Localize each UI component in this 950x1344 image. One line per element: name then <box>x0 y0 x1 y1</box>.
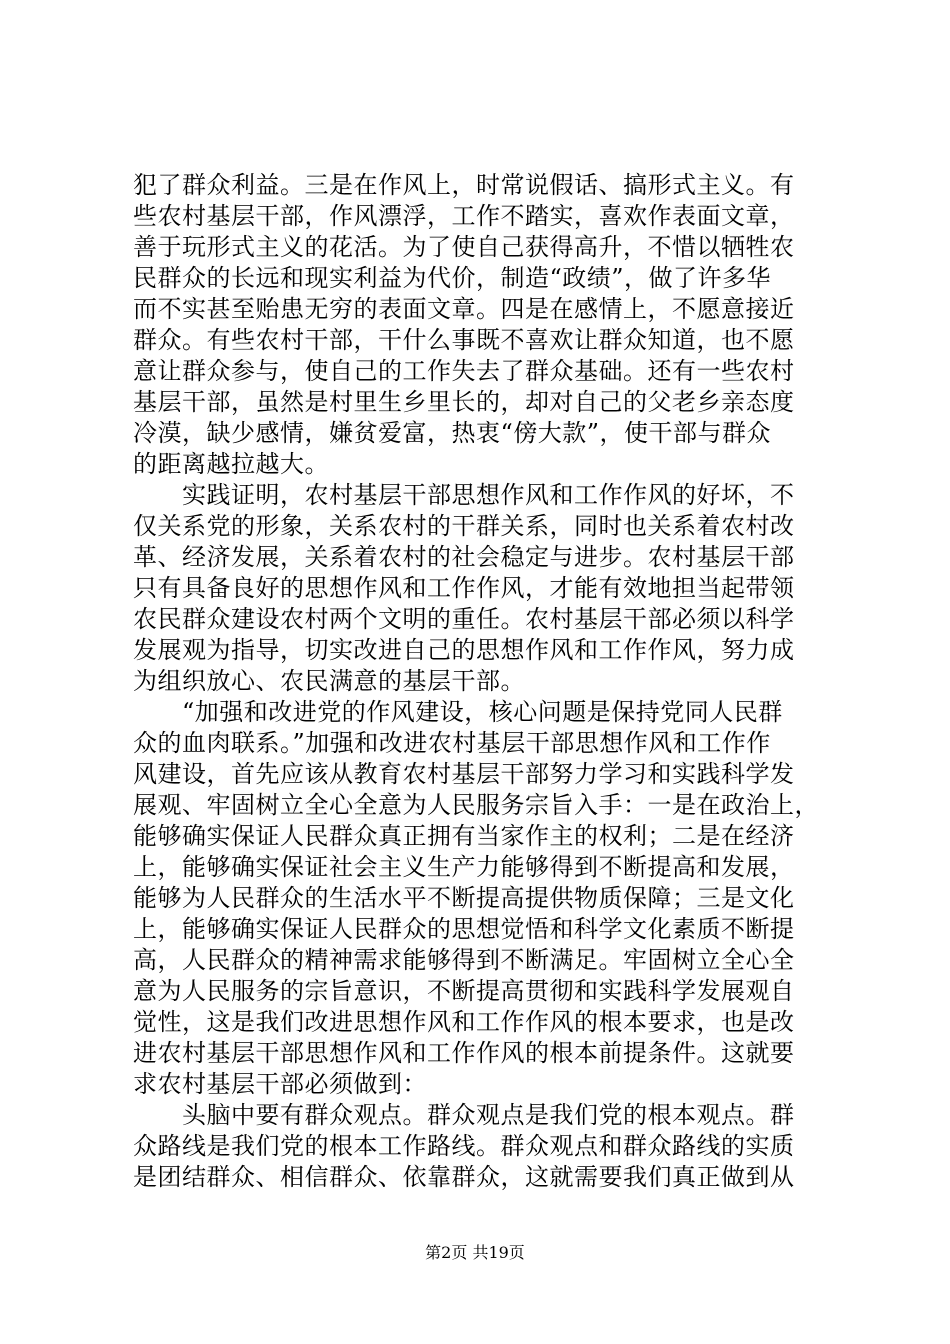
text-line: 基层干部，虽然是村里生乡里长的，却对自己的父老乡亲态度 <box>133 388 795 416</box>
text-line: 仅关系党的形象，关系农村的干群关系，同时也关系着农村改 <box>133 512 795 540</box>
text-line: 发展观为指导，切实改进自己的思想作风和工作作风，努力成 <box>133 636 795 664</box>
text-line: 民群众的长远和现实利益为代价，制造“政绩”，做了许多华 <box>133 264 772 292</box>
text-line: 些农村基层干部，作风漂浮，工作不踏实，喜欢作表面文章， <box>133 202 795 230</box>
text-line: 善于玩形式主义的花活。为了使自己获得高升，不惜以牺牲农 <box>133 233 795 261</box>
text-line: 展观、牢固树立全心全意为人民服务宗旨入手：一是在政治上， <box>133 791 819 819</box>
text-line: 上，能够确实保证社会主义生产力能够得到不断提高和发展， <box>133 853 795 881</box>
text-line: 革、经济发展，关系着农村的社会稳定与进步。农村基层干部 <box>133 543 795 571</box>
text-line: 能够确实保证人民群众真正拥有当家作主的权利；二是在经济 <box>133 822 795 850</box>
text-line: 能够为人民群众的生活水平不断提高提供物质保障；三是文化 <box>133 884 795 912</box>
text-line: 的距离越拉越大。 <box>133 450 329 478</box>
page-number-footer: 第2页 共19页 <box>425 1243 525 1262</box>
text-line: 风建设，首先应该从教育农村基层干部努力学习和实践科学发 <box>133 760 795 788</box>
text-line: 而不实甚至贻患无穷的表面文章。四是在感情上，不愿意接近 <box>133 295 795 323</box>
text-line: 意让群众参与，使自己的工作失去了群众基础。还有一些农村 <box>133 357 795 385</box>
text-line: 农民群众建设农村两个文明的重任。农村基层干部必须以科学 <box>133 605 795 633</box>
text-line: 只有具备良好的思想作风和工作作风，才能有效地担当起带领 <box>133 574 795 602</box>
text-line: 上，能够确实保证人民群众的思想觉悟和科学文化素质不断提 <box>133 915 795 943</box>
text-line: 进农村基层干部思想作风和工作作风的根本前提条件。这就要 <box>133 1039 795 1067</box>
text-line: 是团结群众、相信群众、依靠群众，这就需要我们真正做到从 <box>133 1163 795 1191</box>
text-line: 冷漠，缺少感情，嫌贫爱富，热衷“傍大款”，使干部与群众 <box>133 419 772 447</box>
text-line: 觉性，这是我们改进思想作风和工作作风的根本要求，也是改 <box>133 1008 795 1036</box>
document-body <box>133 170 833 1193</box>
text-line: 众路线是我们党的根本工作路线。群众观点和群众路线的实质 <box>133 1132 795 1160</box>
text-line: 求农村基层干部必须做到： <box>133 1070 427 1098</box>
text-line: 众的血肉联系。”加强和改进农村基层干部思想作风和工作作 <box>133 729 771 757</box>
text-line: 实践证明，农村基层干部思想作风和工作作风的好坏，不 <box>133 481 795 509</box>
text-line: “加强和改进党的作风建设，核心问题是保持党同人民群 <box>133 698 783 726</box>
text-line: 犯了群众利益。三是在作风上，时常说假话、搞形式主义。有 <box>133 171 795 199</box>
text-line: 群众。有些农村干部，干什么事既不喜欢让群众知道，也不愿 <box>133 326 795 354</box>
text-line: 为组织放心、农民满意的基层干部。 <box>133 667 525 695</box>
text-line: 高，人民群众的精神需求能够得到不断满足。牢固树立全心全 <box>133 946 795 974</box>
text-line: 意为人民服务的宗旨意识，不断提高贯彻和实践科学发展观自 <box>133 977 795 1005</box>
text-line: 头脑中要有群众观点。群众观点是我们党的根本观点。群 <box>133 1101 795 1129</box>
